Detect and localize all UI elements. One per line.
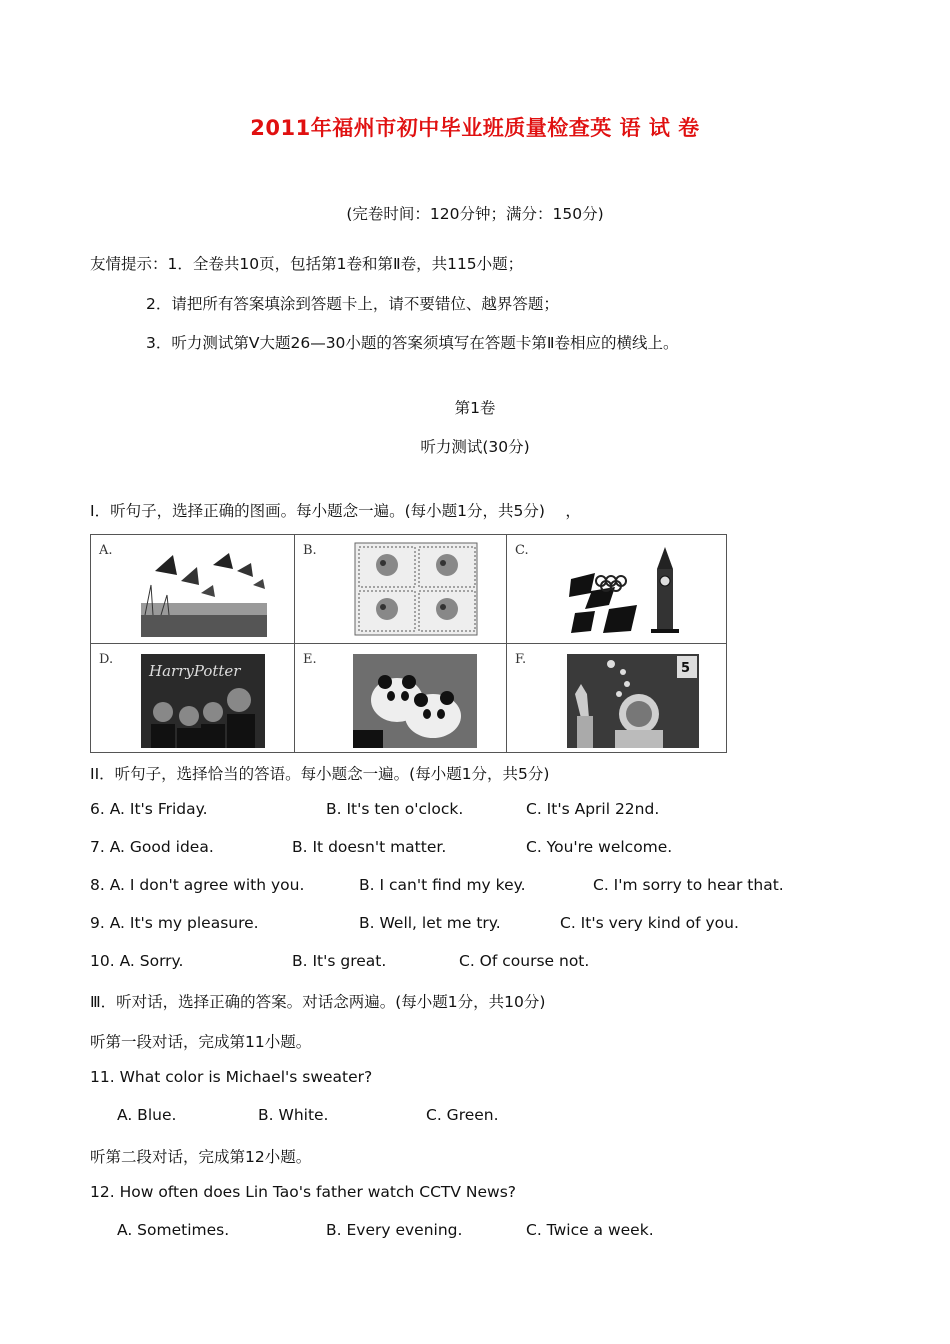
option-c: C. Of course not. [459, 952, 590, 970]
option-c: C. Twice a week. [526, 1221, 654, 1239]
dialog-2-note: 听第二段对话，完成第12小题。 [90, 1148, 312, 1166]
option-c: C. It's very kind of you. [560, 914, 739, 932]
option-a: 7. A. Good idea. [90, 838, 214, 856]
option-c: C. Green. [426, 1106, 499, 1124]
option-b: B. Every evening. [326, 1221, 463, 1239]
picture-label-f: F. [515, 652, 527, 667]
question-12-stem: 12. How often does Lin Tao's father watch CCTV News? [90, 1183, 517, 1201]
picture-grid [90, 534, 727, 753]
option-c: C. I'm sorry to hear that. [593, 876, 784, 894]
pandas-picture-icon [353, 654, 479, 748]
option-b: B. It's great. [292, 952, 387, 970]
option-b: B. It's ten o'clock. [326, 800, 464, 818]
tip-line-3: 3．听力测试第Ⅴ大题26—30小题的答案须填写在答题卡第Ⅱ卷相应的横线上。 [146, 334, 679, 352]
option-b: B. Well, let me try. [359, 914, 501, 932]
picture-cell-f [507, 644, 727, 753]
option-a: 8. A. I don't agree with you. [90, 876, 305, 894]
tip-line-2: 2．请把所有答案填涂到答题卡上，请不要错位、越界答题； [146, 295, 559, 313]
option-b: B. White. [258, 1106, 329, 1124]
section2-heading: II．听句子，选择恰当的答语。每小题念一遍。(每小题1分，共5分) [90, 765, 550, 783]
section3-heading: Ⅲ．听对话，选择正确的答案。对话念两遍。(每小题1分，共10分) [90, 993, 546, 1011]
picture-cell-b [295, 535, 507, 644]
kites-picture-icon [141, 545, 271, 637]
option-c: C. You're welcome. [526, 838, 673, 856]
option-a: A. Blue. [117, 1106, 177, 1124]
section1-heading: I．听句子，选择正确的图画。每小题念一遍。(每小题1分，共5分) ， [90, 502, 581, 520]
picture-label-a: A. [99, 543, 113, 558]
picture-cell-a [91, 535, 295, 644]
picture-cell-c [507, 535, 727, 644]
dialog-1-note: 听第一段对话，完成第11小题。 [90, 1033, 312, 1051]
london-2012-picture-icon [565, 543, 695, 635]
option-a: 10. A. Sorry. [90, 952, 184, 970]
stamps-picture-icon [353, 541, 481, 637]
picture-label-e: E. [303, 652, 317, 667]
question-11-stem: 11. What color is Michael's sweater? [90, 1068, 373, 1086]
picture-label-b: B. [303, 543, 317, 558]
volume-subtitle: 听力测试(30分) [420, 438, 530, 456]
tip-line-1: 友情提示：1．全卷共10页，包括第1卷和第Ⅱ卷，共115小题； [90, 255, 524, 273]
option-a: 6. A. It's Friday. [90, 800, 208, 818]
svg-text:5: 5 [681, 661, 691, 676]
option-c: C. It's April 22nd. [526, 800, 660, 818]
picture-label-d: D. [99, 652, 114, 667]
option-a: A. Sometimes. [117, 1221, 230, 1239]
picture-cell-d [91, 644, 295, 753]
volume-title: 第1卷 [454, 399, 496, 417]
option-a: 9. A. It's my pleasure. [90, 914, 259, 932]
picture-label-c: C. [515, 543, 529, 558]
page-title: 2011年福州市初中毕业班质量检查英 语 试 卷 [250, 116, 700, 140]
option-b: B. I can't find my key. [359, 876, 526, 894]
astronaut-picture-icon [567, 654, 701, 748]
time-note: (完卷时间：120分钟；满分：150分) [346, 205, 604, 223]
harry-potter-picture-icon [141, 654, 267, 748]
option-b: B. It doesn't matter. [292, 838, 447, 856]
svg-text:HarryPotter: HarryPotter [149, 662, 241, 680]
picture-cell-e [295, 644, 507, 753]
